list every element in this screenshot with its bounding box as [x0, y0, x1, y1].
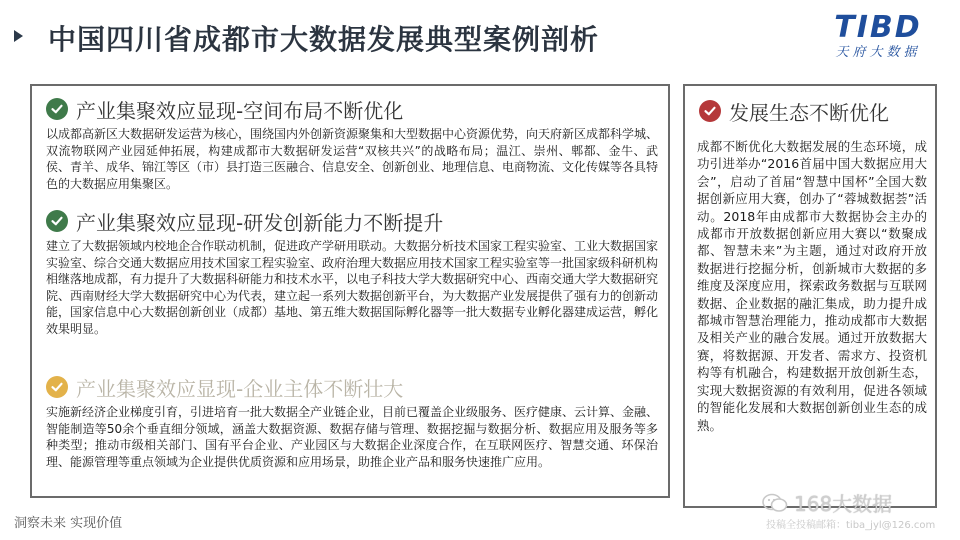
section-header	[46, 94, 658, 124]
section-text: 实施新经济企业梯度引育，引进培育一批大数据全产业链企业，目前已覆盖企业级服务、医疗健康、云计算、金融、智能制造等50余个垂直细分领域，涵盖大数据资源、数据存储与管理、数据挖掘与数据分析、数据应用及服务等多种类型；推动市级相关部门、国有平台企业、产业园区与大数据企业深度合作，在互联网医疗、智慧交通、环保治理、能源管理等重点领域为企业提供优质资源和应用场景，助推企业产品和服务快速推广应用。	[46, 405, 659, 469]
right-panel-text: 成都不断优化大数据发展的生态环境，成功引进举办“2016首届中国大数据应用大会”，启动了首届“智慧中国杯”全国大数据创新应用大赛，创办了“蓉城数据荟”活动。2018年由成都市大数据协会主办的成都市开放数据创新应用大赛以“数聚成都、智慧未来”为主题，通过对政府开放数据进行挖掘分析，创新城市大数据的多维度及深度应用，探索政务数据与互联网数据、企业数据的融汇集成，助力提升成都城市智慧治理能力，推动成都市大数据及相关产业的融合发展。通过开放数据大赛，将数据源、开发者、需求方、投资机构等有机融合，构建数据开放创新生态，实现大数据资源的有效利用，促进各领域的智能化发展和大数据创新创业生态的成熟。	[697, 139, 927, 433]
right-panel-header	[699, 96, 889, 126]
section-title: 产业集聚效应显现-空间布局不断优化	[76, 98, 404, 123]
section-text: 以成都高新区大数据研发运营为核心，围绕国内外创新资源聚集和大型数据中心资源优势，向天府新区成都科学城、双流物联网产业园延伸拓展，构建成都市大数据研发运营“双核共兴”的战略布局；温江、崇州、郫都、金牛、武侯、青羊、成华、锦江等区（市）县打造三医融合、信息安全、创新创业、地理信息、电商物流、文化传媒等各具特色的大数据应用集聚区。	[46, 127, 659, 191]
watermark-text: 168大数据	[794, 492, 893, 516]
section-spatial-layout	[46, 94, 658, 192]
logo-main-text: TIBD	[834, 10, 922, 45]
page-title: 中国四川省成都市大数据发展典型案例剖析	[48, 23, 600, 56]
footer-slogan: 洞察未来 实现价值	[14, 516, 123, 531]
watermark	[762, 488, 892, 517]
section-text: 建立了大数据领域内校地企合作联动机制，促进政产学研用联动。大数据分析技术国家工程实验室、工业大数据国家实验室、综合交通大数据应用技术国家工程实验室、政府治理大数据应用技术国家工程实验室等一批国家级科研机构相继落地成都，有力提升了大数据科研能力和技术水平，以电子科技大学大数据研究中心、西南交通大学大数据研究院、西南财经大学大数据研究中心为代表，建立起一系列大数据创新平台，为大数据产业发展提供了强有力的创新动能，国家信息中心大数据创新创业（成都）基地、第五维大数据国际孵化器等一批大数据专业孵化器建成运营，孵化效果明显。	[46, 239, 659, 336]
section-rd-innovation	[46, 206, 658, 337]
title-marker-icon	[14, 30, 23, 42]
right-panel	[683, 84, 937, 508]
check-circle-icon	[46, 210, 68, 232]
section-title: 产业集聚效应显现-研发创新能力不断提升	[76, 210, 444, 235]
check-circle-icon	[46, 98, 68, 120]
tibd-logo	[818, 12, 938, 64]
section-header	[46, 206, 658, 236]
watermark-email: 投稿全投稿邮箱：tiba_jyl@126.com	[766, 520, 936, 531]
check-circle-icon	[699, 100, 721, 122]
logo-sub-text: 天府大数据	[835, 45, 921, 60]
header	[0, 0, 960, 72]
right-panel-title: 发展生态不断优化	[729, 100, 889, 125]
section-enterprise-growth	[46, 372, 658, 470]
left-panel	[30, 84, 670, 498]
wechat-icon	[762, 493, 788, 513]
check-circle-icon	[46, 376, 68, 398]
section-header	[46, 372, 658, 402]
section-title: 产业集聚效应显现-企业主体不断壮大	[76, 376, 404, 401]
